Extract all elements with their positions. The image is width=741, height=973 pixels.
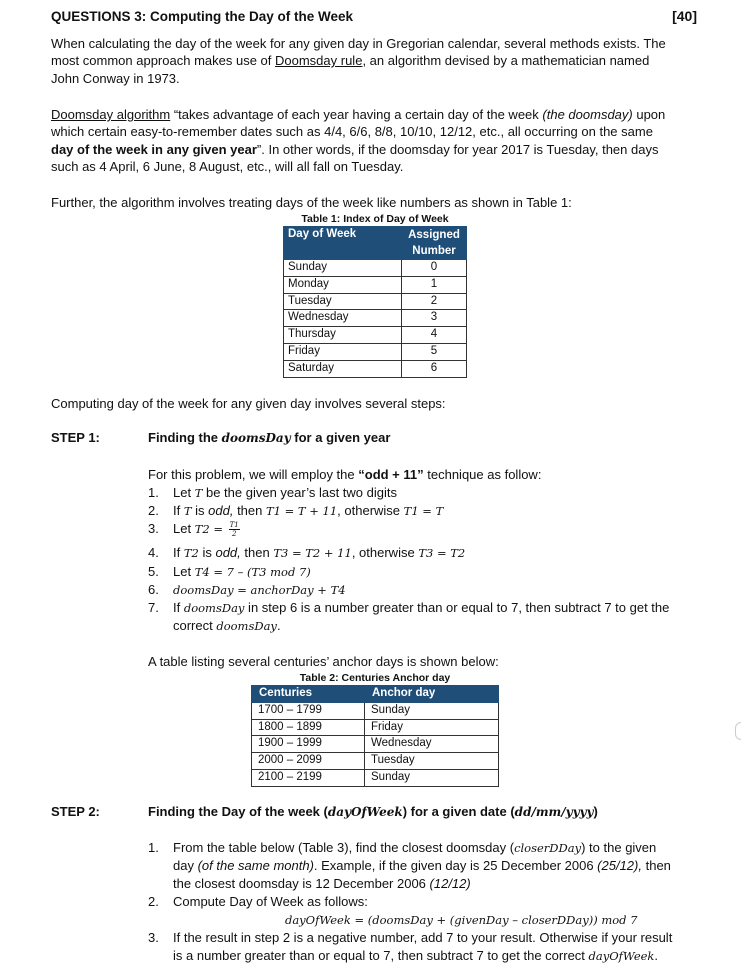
list-item: [148, 839, 671, 893]
list-number: 6.: [148, 582, 159, 597]
text-line: [173, 929, 672, 947]
table-cell: 4: [402, 327, 467, 344]
math-expression: doomsDay: [221, 431, 291, 445]
steps-intro-paragraph: [51, 395, 446, 412]
text-line: [51, 35, 666, 52]
math-expression: doomsDay: [183, 601, 245, 615]
table-cell: 6: [402, 360, 467, 377]
table-row: [252, 769, 499, 786]
text-run: [173, 912, 285, 927]
table-row: [284, 293, 467, 310]
table-cell: Sunday: [365, 702, 499, 719]
text-line: [51, 194, 572, 211]
text-run: upon: [632, 107, 666, 122]
text-run: Further, the algorithm involves treating days of the week like numbers as shown in Table 1:: [51, 195, 572, 210]
list-item: [148, 893, 638, 929]
text-run: then: [641, 858, 671, 873]
table-cell: 2000 – 2099: [252, 753, 365, 770]
text-line: [51, 70, 666, 87]
text-run: If: [173, 545, 184, 560]
table-row: [284, 310, 467, 327]
table-cell: Wednesday: [284, 310, 402, 327]
math-expression: dayOfWeek = (doomsDay + (givenDay – closerDDay)) mod 7: [284, 913, 638, 927]
centuries-anchor-table: [251, 685, 499, 787]
text-run: such as 4 April, 6 June, 8 August, etc., will all fall on Tuesday.: [51, 158, 404, 174]
table-row: [284, 260, 467, 277]
text-run: (the doomsday): [542, 107, 633, 122]
table-row: [284, 360, 467, 377]
text-line: [51, 158, 665, 175]
text-line: [173, 857, 671, 875]
text-run: (25/12),: [597, 858, 642, 873]
text-line: [173, 563, 311, 581]
text-line: [173, 893, 638, 911]
text-line: [173, 875, 671, 893]
text-run: most common approach makes use of: [51, 53, 275, 69]
table-cell: 2: [402, 293, 467, 310]
list-number: 2.: [148, 894, 159, 909]
fraction-denominator: 2: [231, 530, 237, 539]
text-line: [51, 123, 665, 140]
table2-intro: [148, 653, 499, 670]
math-expression: T1 = T: [403, 504, 444, 518]
text-run: (of the same month): [197, 858, 314, 873]
table2-header-centuries: Centuries: [252, 686, 365, 703]
underlined-term: Doomsday algorithm: [51, 107, 171, 122]
math-expression: dd/mm/yyyy: [514, 805, 594, 819]
list-item: [148, 544, 466, 562]
text-line: [148, 466, 541, 483]
text-line: [173, 617, 669, 635]
text-run: .: [276, 618, 281, 633]
text-line: [148, 653, 499, 670]
day-index-table: [283, 226, 467, 378]
text-run: John Conway in 1973.: [51, 70, 180, 86]
text-line: [51, 52, 666, 69]
doomsday-algorithm-paragraph: [51, 106, 665, 175]
text-run: technique as follow:: [423, 467, 542, 482]
math-expression: T3 = T2 + 11: [273, 546, 352, 560]
text-line: [51, 106, 665, 123]
text-run: is: [191, 503, 209, 518]
text-run: is: [198, 545, 216, 560]
table-cell: Friday: [284, 343, 402, 360]
text-run: . Example, if the given day is 25 December 2006: [313, 858, 598, 873]
odd11-intro: [148, 466, 541, 483]
text-run: If: [173, 600, 184, 615]
text-run: Let: [173, 485, 195, 500]
table-cell: 5: [402, 343, 467, 360]
text-run: , otherwise: [337, 503, 404, 518]
text-line: [173, 599, 669, 617]
text-run: “takes advantage of each year having a certain day of the week: [170, 107, 543, 122]
math-expression: dayOfWeek: [327, 805, 403, 819]
text-line: [173, 911, 638, 929]
fraction: [229, 521, 240, 538]
table-row: [252, 702, 499, 719]
question-title: QUESTIONS 3: Computing the Day of the Week: [51, 9, 354, 24]
list-number: 5.: [148, 564, 159, 579]
text-run: in step 6 is a number greater than or equal to 7, then subtract 7 to get the: [244, 600, 670, 615]
table-cell: Monday: [284, 276, 402, 293]
text-run: which certain easy-to-remember dates such as 4/4, 6/6, 8/8, 10/10, 12/12, etc., all occurring on the same: [51, 124, 653, 140]
math-expression: doomsDay = anchorDay + T4: [173, 583, 346, 597]
text-line: [173, 520, 240, 538]
question-marks: [40]: [672, 8, 697, 24]
list-number: 7.: [148, 600, 159, 615]
math-expression: T: [183, 504, 192, 518]
text-run: day of the week in any given year: [51, 141, 257, 157]
table-row: [252, 753, 499, 770]
math-expression: T: [194, 486, 203, 500]
fraction-numerator: T1: [229, 521, 239, 530]
text-run: the closest doomsday is 12 December 2006: [173, 876, 430, 891]
table-cell: 1700 – 1799: [252, 702, 365, 719]
step2-label: STEP 2:: [51, 804, 100, 819]
text-line: [173, 581, 346, 599]
table-cell: Thursday: [284, 327, 402, 344]
text-line: [51, 395, 446, 412]
table-row: [252, 736, 499, 753]
table-row: [252, 719, 499, 736]
table1-intro-paragraph: [51, 194, 572, 211]
text-run: “odd + 11”: [358, 467, 424, 482]
text-run: is a number greater than or equal to 7, then subtract 7 to get the correct: [173, 948, 589, 963]
underlined-term: Doomsday rule: [275, 53, 363, 69]
text-run: ) for a given date (: [402, 804, 515, 819]
math-expression: T1 = T + 11: [265, 504, 338, 518]
math-expression: T2: [183, 546, 199, 560]
table1-caption: Table 1: Index of Day of Week: [301, 213, 449, 225]
intro-paragraph: [51, 35, 666, 87]
step2-heading: [148, 804, 598, 819]
step1-label: STEP 1:: [51, 430, 100, 445]
list-number: 2.: [148, 503, 159, 518]
math-expression: T4 = 7 – (T3 mod 7): [194, 565, 311, 579]
step1-heading: [148, 430, 390, 445]
list-item: [148, 929, 673, 965]
text-run: Compute Day of Week as follows:: [173, 894, 368, 909]
table-cell: Wednesday: [365, 736, 499, 753]
text-run: then: [233, 503, 266, 518]
text-run: A table listing several centuries’ anchor days is shown below:: [148, 654, 499, 669]
table2-caption: Table 2: Centuries Anchor day: [299, 672, 451, 684]
table2-header-anchor: Anchor day: [365, 686, 499, 703]
scroll-edge-handle[interactable]: [735, 722, 741, 740]
list-number: 3.: [148, 521, 159, 536]
text-line: [173, 502, 443, 520]
table-cell: 2100 – 2199: [252, 769, 365, 786]
table1-header-day: Day of Week: [284, 227, 402, 260]
text-run: be the given year’s last two digits: [202, 485, 397, 500]
table-cell: Tuesday: [365, 753, 499, 770]
text-run: ”. In other words, if the doomsday for year 2017 is Tuesday, then days: [256, 141, 659, 157]
table-row: [284, 276, 467, 293]
text-line: [173, 839, 671, 857]
table1-header-number: Assigned Number: [402, 227, 467, 260]
math-expression: doomsDay: [216, 619, 277, 633]
text-run: When calculating the day of the week for any given day in Gregorian calendar, several methods exists. The: [51, 36, 666, 51]
text-run: Finding the Day of the week (: [148, 804, 328, 819]
text-line: [51, 141, 665, 158]
text-run: correct: [173, 618, 217, 633]
list-item: [148, 599, 670, 635]
table-row: [284, 327, 467, 344]
table-cell: 1800 – 1899: [252, 719, 365, 736]
text-line: [173, 947, 672, 965]
table-row: [284, 343, 467, 360]
text-run: odd,: [215, 545, 241, 560]
table-cell: 3: [402, 310, 467, 327]
text-run: ) to the given: [581, 840, 657, 855]
list-item: [148, 484, 397, 502]
math-expression: dayOfWeek: [588, 949, 655, 963]
math-expression: T3 = T2: [418, 546, 466, 560]
text-run: Finding the: [148, 430, 222, 445]
text-line: [173, 484, 397, 502]
table-cell: Sunday: [365, 769, 499, 786]
text-run: If: [173, 503, 184, 518]
list-item: [148, 520, 240, 539]
text-run: .: [654, 948, 659, 963]
list-item: [148, 563, 311, 581]
table-cell: 0: [402, 260, 467, 277]
text-run: day: [173, 858, 198, 873]
list-item: [148, 502, 444, 520]
text-run: From the table below (Table 3), find the closest doomsday (: [173, 840, 515, 855]
table-cell: 1900 – 1999: [252, 736, 365, 753]
list-item: [148, 581, 346, 599]
math-expression: closerDDay: [514, 841, 582, 855]
list-number: 1.: [148, 840, 159, 855]
table-cell: Sunday: [284, 260, 402, 277]
text-run: Computing day of the week for any given day involves several steps:: [51, 396, 446, 411]
math-expression: T2 =: [194, 522, 227, 536]
list-number: 4.: [148, 545, 159, 560]
table-cell: 1: [402, 276, 467, 293]
list-number: 3.: [148, 930, 159, 945]
text-run: then: [240, 545, 274, 560]
table-cell: Tuesday: [284, 293, 402, 310]
text-run: , an algorithm devised by a mathematician named: [362, 53, 650, 69]
text-run: for a given year: [290, 430, 391, 445]
table-cell: Friday: [365, 719, 499, 736]
text-line: [173, 544, 465, 562]
text-run: Let: [173, 564, 195, 579]
text-run: If the result in step 2 is a negative number, add 7 to your result. Otherwise if your result: [173, 930, 673, 945]
text-run: odd,: [208, 503, 234, 518]
text-run: , otherwise: [351, 545, 419, 560]
text-run: Let: [173, 521, 195, 536]
table-cell: Saturday: [284, 360, 402, 377]
text-run: For this problem, we will employ the: [148, 467, 359, 482]
list-number: 1.: [148, 485, 159, 500]
text-run: (12/12): [429, 876, 471, 891]
text-run: ): [593, 804, 598, 819]
